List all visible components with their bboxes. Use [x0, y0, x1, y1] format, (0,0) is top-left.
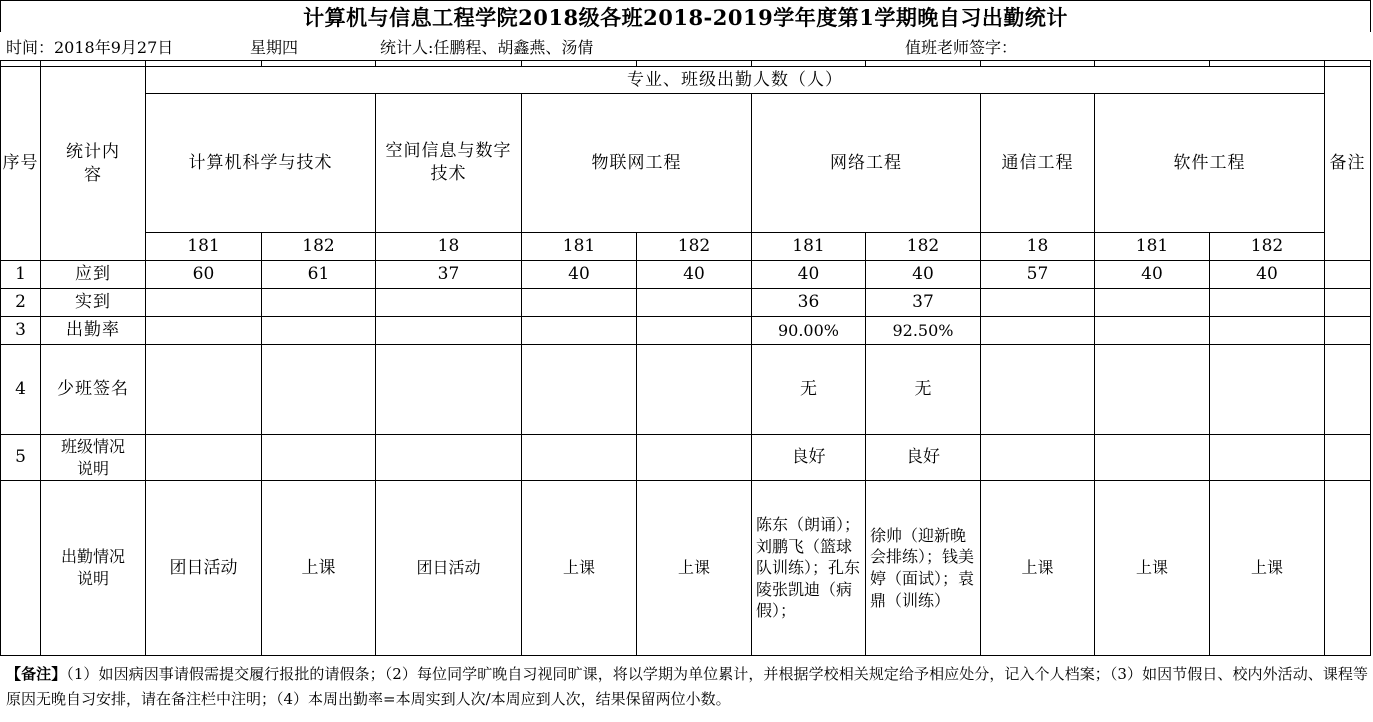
row-attendance-rate	[1, 317, 1371, 345]
remark-cell	[1325, 261, 1371, 289]
header-row-group	[1, 67, 1371, 94]
header-group: 专业、班级出勤人数（人）	[146, 67, 1325, 94]
data-cell: 无	[866, 345, 981, 435]
data-cell	[146, 317, 262, 345]
row-number: 3	[1, 317, 41, 345]
data-cell: 上课	[637, 481, 752, 656]
row-label: 出勤率	[41, 317, 146, 345]
data-cell: 团日活动	[376, 481, 522, 656]
data-cell	[376, 345, 522, 435]
data-cell	[637, 289, 752, 317]
data-cell: 上课	[262, 481, 376, 656]
row-label: 应到	[41, 261, 146, 289]
date-field: 时间：2018年9月27日	[6, 37, 174, 57]
major-network: 网络工程	[752, 94, 981, 233]
data-cell	[262, 345, 376, 435]
data-cell: 40	[866, 261, 981, 289]
row-number: 5	[1, 435, 41, 481]
teacher-sign-field: 值班老师签字：	[905, 37, 1018, 57]
data-cell	[522, 435, 637, 481]
data-cell	[1095, 345, 1210, 435]
data-cell	[1095, 289, 1210, 317]
class-cell: 18	[981, 233, 1095, 261]
major-software: 软件工程	[1095, 94, 1325, 233]
row-number: 1	[1, 261, 41, 289]
data-cell: 40	[1095, 261, 1210, 289]
data-cell	[262, 317, 376, 345]
data-cell	[146, 345, 262, 435]
row-class-situation	[1, 435, 1371, 481]
data-cell: 92.50%	[866, 317, 981, 345]
data-cell: 37	[376, 261, 522, 289]
data-cell: 良好	[866, 435, 981, 481]
footnote-label: 【备注】	[6, 665, 67, 683]
class-cell: 182	[262, 233, 376, 261]
absence-reasons-cell: 陈东（朗诵）；刘鹏飞（篮球队训练）；孔东陵张凯迪（病假）；	[752, 481, 866, 656]
attendance-table	[0, 60, 1371, 656]
footnote-text: （1）如因病因事请假需提交履行报批的请假条；（2）每位同学旷晚自习视同旷课，将以学期为单位累计，并根据学校相关规定给予相应处分，记入个人档案；（3）如因节假日、校内外活动、课程等原因无晚自习安排，请在备注栏中注明；（4）本周出勤率=本周实到人次/本周应到人次，结果保留两位小数。	[6, 665, 1368, 708]
header-row-classes	[1, 233, 1371, 261]
data-cell: 40	[752, 261, 866, 289]
data-cell	[637, 435, 752, 481]
row-number: 4	[1, 345, 41, 435]
row-expected	[1, 261, 1371, 289]
header-content: 统计内容	[41, 67, 146, 261]
row-attendance-notes	[1, 481, 1371, 656]
data-cell	[522, 345, 637, 435]
row-label: 班级情况说明	[41, 435, 146, 481]
data-cell: 37	[866, 289, 981, 317]
data-cell	[637, 317, 752, 345]
row-label: 少班签名	[41, 345, 146, 435]
row-label: 出勤情况说明	[41, 481, 146, 656]
sheet-title: 计算机与信息工程学院2018级各班2018-2019学年度第1学期晚自习出勤统计	[0, 0, 1371, 32]
data-cell	[146, 435, 262, 481]
data-cell	[1210, 317, 1325, 345]
header-row-majors	[1, 94, 1371, 233]
data-cell	[1095, 435, 1210, 481]
major-iot: 物联网工程	[522, 94, 752, 233]
major-communication: 通信工程	[981, 94, 1095, 233]
data-cell	[522, 317, 637, 345]
remark-cell	[1325, 481, 1371, 656]
row-number: 2	[1, 289, 41, 317]
header-seq: 序号	[1, 67, 41, 261]
data-cell: 60	[146, 261, 262, 289]
data-cell: 90.00%	[752, 317, 866, 345]
data-cell: 上课	[1210, 481, 1325, 656]
data-cell	[981, 317, 1095, 345]
data-cell	[981, 345, 1095, 435]
data-cell: 40	[522, 261, 637, 289]
data-cell	[1210, 435, 1325, 481]
data-cell: 57	[981, 261, 1095, 289]
data-cell: 无	[752, 345, 866, 435]
remark-cell	[1325, 317, 1371, 345]
data-cell	[637, 345, 752, 435]
major-spatial-info: 空间信息与数字技术	[376, 94, 522, 233]
data-cell	[981, 289, 1095, 317]
row-monitor-signature	[1, 345, 1371, 435]
class-cell: 182	[866, 233, 981, 261]
data-cell: 36	[752, 289, 866, 317]
data-cell	[376, 289, 522, 317]
data-cell	[1210, 345, 1325, 435]
data-cell	[262, 435, 376, 481]
row-actual	[1, 289, 1371, 317]
absence-reasons-cell: 徐帅（迎新晚会排练）；钱美婷（面试）；袁鼎（训练）	[866, 481, 981, 656]
row-number	[1, 481, 41, 656]
data-cell	[376, 435, 522, 481]
class-cell: 182	[1210, 233, 1325, 261]
data-cell: 良好	[752, 435, 866, 481]
data-cell	[376, 317, 522, 345]
data-cell	[262, 289, 376, 317]
data-cell: 40	[1210, 261, 1325, 289]
data-cell: 40	[637, 261, 752, 289]
data-cell	[1095, 317, 1210, 345]
remark-cell	[1325, 345, 1371, 435]
data-cell: 上课	[981, 481, 1095, 656]
data-cell	[146, 289, 262, 317]
data-cell: 上课	[1095, 481, 1210, 656]
data-cell	[981, 435, 1095, 481]
weekday-field: 星期四	[250, 37, 299, 57]
data-cell: 61	[262, 261, 376, 289]
data-cell: 团日活动	[146, 481, 262, 656]
remark-cell	[1325, 435, 1371, 481]
row-label: 实到	[41, 289, 146, 317]
header-remark: 备注	[1325, 67, 1371, 261]
class-cell: 181	[522, 233, 637, 261]
class-cell: 181	[752, 233, 866, 261]
class-cell: 181	[146, 233, 262, 261]
data-cell: 上课	[522, 481, 637, 656]
footnote	[6, 662, 1368, 712]
data-cell	[1210, 289, 1325, 317]
remark-cell	[1325, 289, 1371, 317]
major-cs: 计算机科学与技术	[146, 94, 376, 233]
stats-people-field: 统计人:任鹏程、胡鑫燕、汤倩	[380, 37, 594, 57]
data-cell	[522, 289, 637, 317]
class-cell: 182	[637, 233, 752, 261]
class-cell: 181	[1095, 233, 1210, 261]
class-cell: 18	[376, 233, 522, 261]
